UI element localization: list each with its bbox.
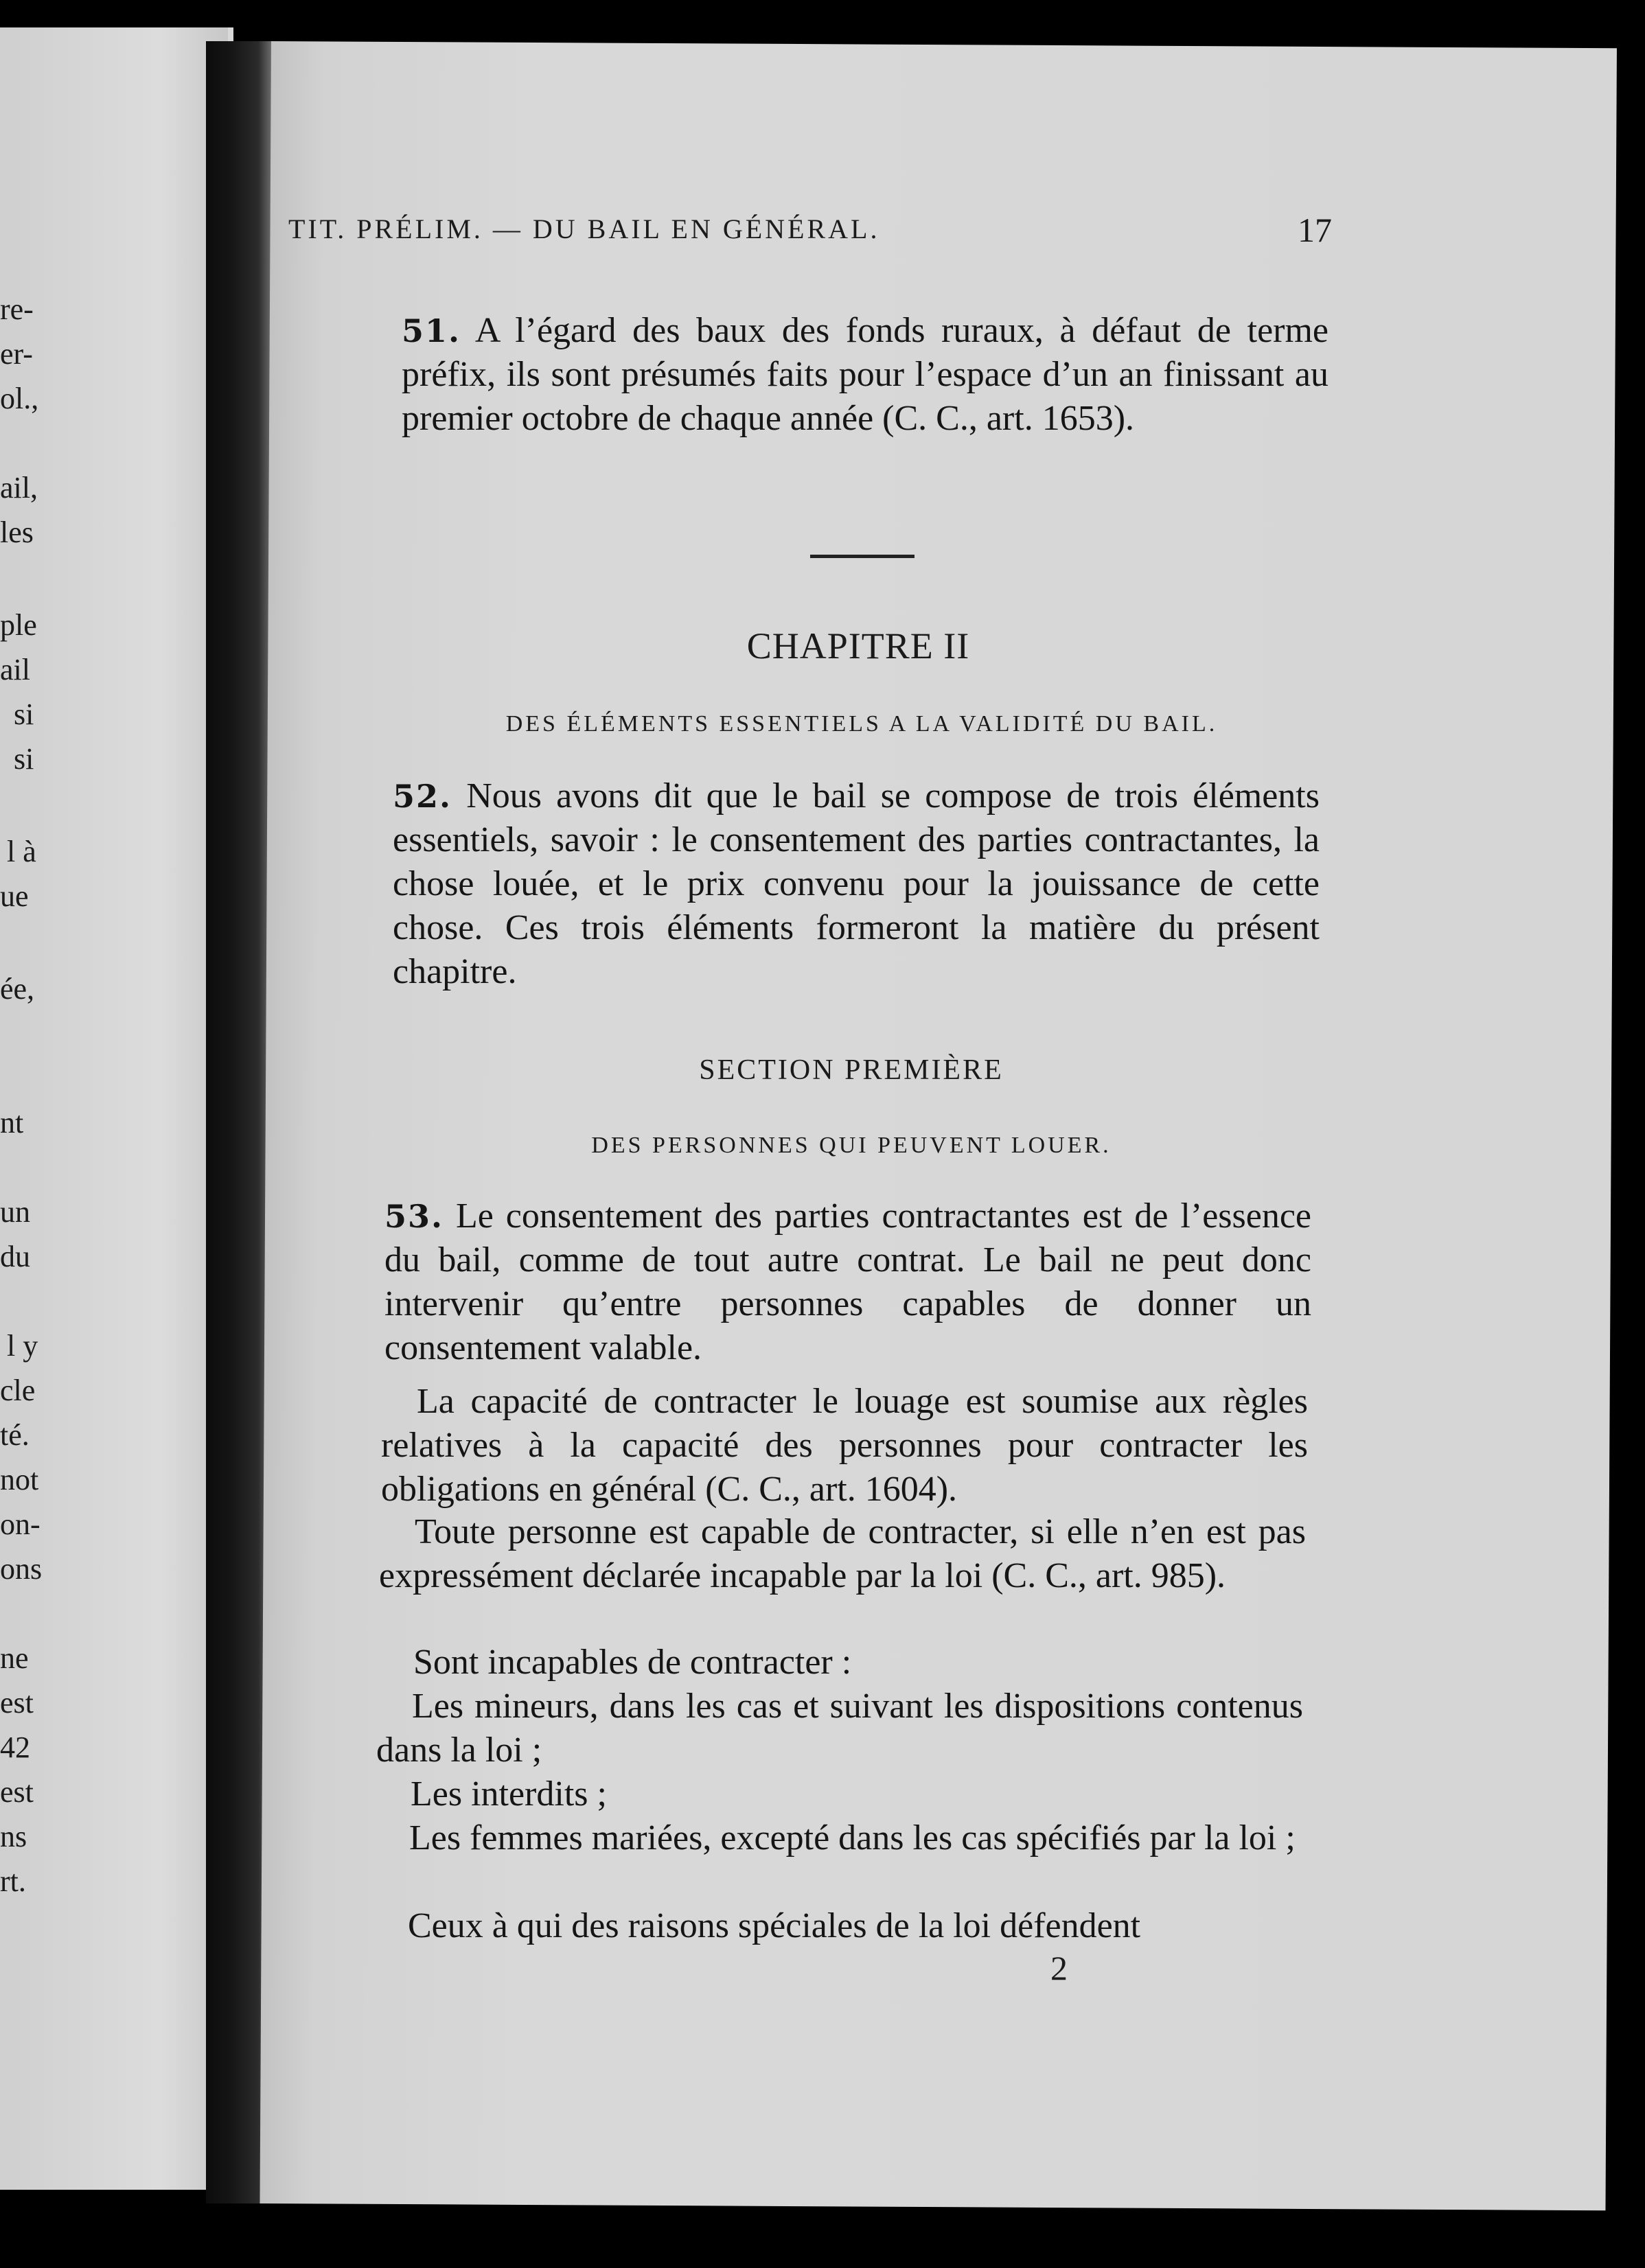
- left-fragment: er-: [0, 337, 33, 371]
- left-fragment: est: [0, 1686, 34, 1720]
- paragraph: Toute personne est capable de contracter, si elle n’en est pas expressément déclarée incapable par la loi (C. C., art. 985).: [379, 1512, 1306, 1595]
- article-text: Le consentement des parties contractantes est de l’essence du bail, comme de tout autre contrat. Le bail ne peut donc intervenir qu’entre personnes capables de donner un consentement valable.: [384, 1196, 1311, 1367]
- left-fragment: té.: [0, 1418, 30, 1452]
- left-fragment: est: [0, 1775, 34, 1809]
- left-fragment: un: [0, 1195, 30, 1229]
- left-fragment: not: [0, 1463, 39, 1496]
- chapter-subtitle: DES ÉLÉMENTS ESSENTIELS A LA VALIDITÉ DU BAIL.: [505, 711, 1218, 737]
- paragraph: Les femmes mariées, excepté dans les cas spécifiés par la loi ;: [409, 1818, 1296, 1858]
- paragraph: Sont incapables de contracter :: [413, 1643, 852, 1682]
- signature-mark: 2: [1050, 1949, 1068, 1987]
- left-fragment: ons: [0, 1552, 43, 1586]
- running-head: [288, 213, 1332, 254]
- left-fragment: l y: [7, 1329, 38, 1363]
- article-number: 52.: [393, 778, 452, 815]
- left-fragment: cle: [0, 1374, 36, 1407]
- left-fragment: l à: [7, 835, 36, 868]
- article-52: [393, 774, 1320, 994]
- paragraph: Ceux à qui des raisons spéciales de la loi défendent: [408, 1906, 1141, 1945]
- left-fragment: si: [14, 697, 34, 731]
- left-fragment: du: [0, 1240, 30, 1273]
- paragraph: Les interdits ;: [411, 1774, 607, 1814]
- article-number: 53.: [384, 1198, 444, 1235]
- left-fragment: si: [14, 742, 34, 776]
- page-number: 17: [1298, 211, 1332, 249]
- left-fragment: rt.: [0, 1864, 26, 1898]
- left-fragment: ple: [0, 608, 37, 642]
- section-divider: [810, 555, 914, 558]
- left-fragment: 42: [0, 1731, 30, 1764]
- left-fragment: ue: [0, 879, 29, 913]
- chapter-title: CHAPITRE II: [746, 625, 970, 667]
- article-text: A l’égard des baux des fonds ruraux, à défaut de terme préfix, ils sont présumés faits pour l’espace d’un an finissant au premier octobre de chaque année (C. C., art. 1653).: [402, 311, 1328, 438]
- article-text: Nous avons dit que le bail se compose de trois éléments essentiels, savoir : le consentement des parties contractantes, la chose louée, et le prix convenu pour la jouissance de cette chose. Ces trois éléments formeront la matière du présent chapitre.: [393, 776, 1320, 991]
- left-fragment: les: [0, 516, 34, 549]
- article-51: [402, 309, 1328, 441]
- left-fragment: ne: [0, 1641, 29, 1675]
- left-page: [0, 27, 233, 2190]
- left-fragment: on-: [0, 1507, 41, 1541]
- left-fragment: ol.,: [0, 382, 39, 415]
- left-fragment: ée,: [0, 972, 35, 1006]
- left-fragment: ail,: [0, 471, 38, 505]
- section-title: SECTION PREMIÈRE: [699, 1054, 1004, 1086]
- running-title: TIT. PRÉLIM. — DU BAIL EN GÉNÉRAL.: [288, 213, 880, 244]
- article-53: [384, 1194, 1311, 1370]
- left-fragment: ns: [0, 1820, 27, 1853]
- left-fragment: re-: [0, 292, 34, 326]
- section-subtitle: DES PERSONNES QUI PEUVENT LOUER.: [591, 1133, 1112, 1158]
- article-number: 51.: [402, 312, 461, 349]
- paragraph: La capacité de contracter le louage est soumise aux règles relatives à la capacité des personnes pour contracter les obligations en général (C. C., art. 1604).: [381, 1382, 1308, 1509]
- paragraph: Les mineurs, dans les cas et suivant les dispositions contenus dans la loi ;: [376, 1687, 1303, 1770]
- left-fragment: ail: [0, 653, 30, 686]
- left-fragment: nt: [0, 1106, 24, 1139]
